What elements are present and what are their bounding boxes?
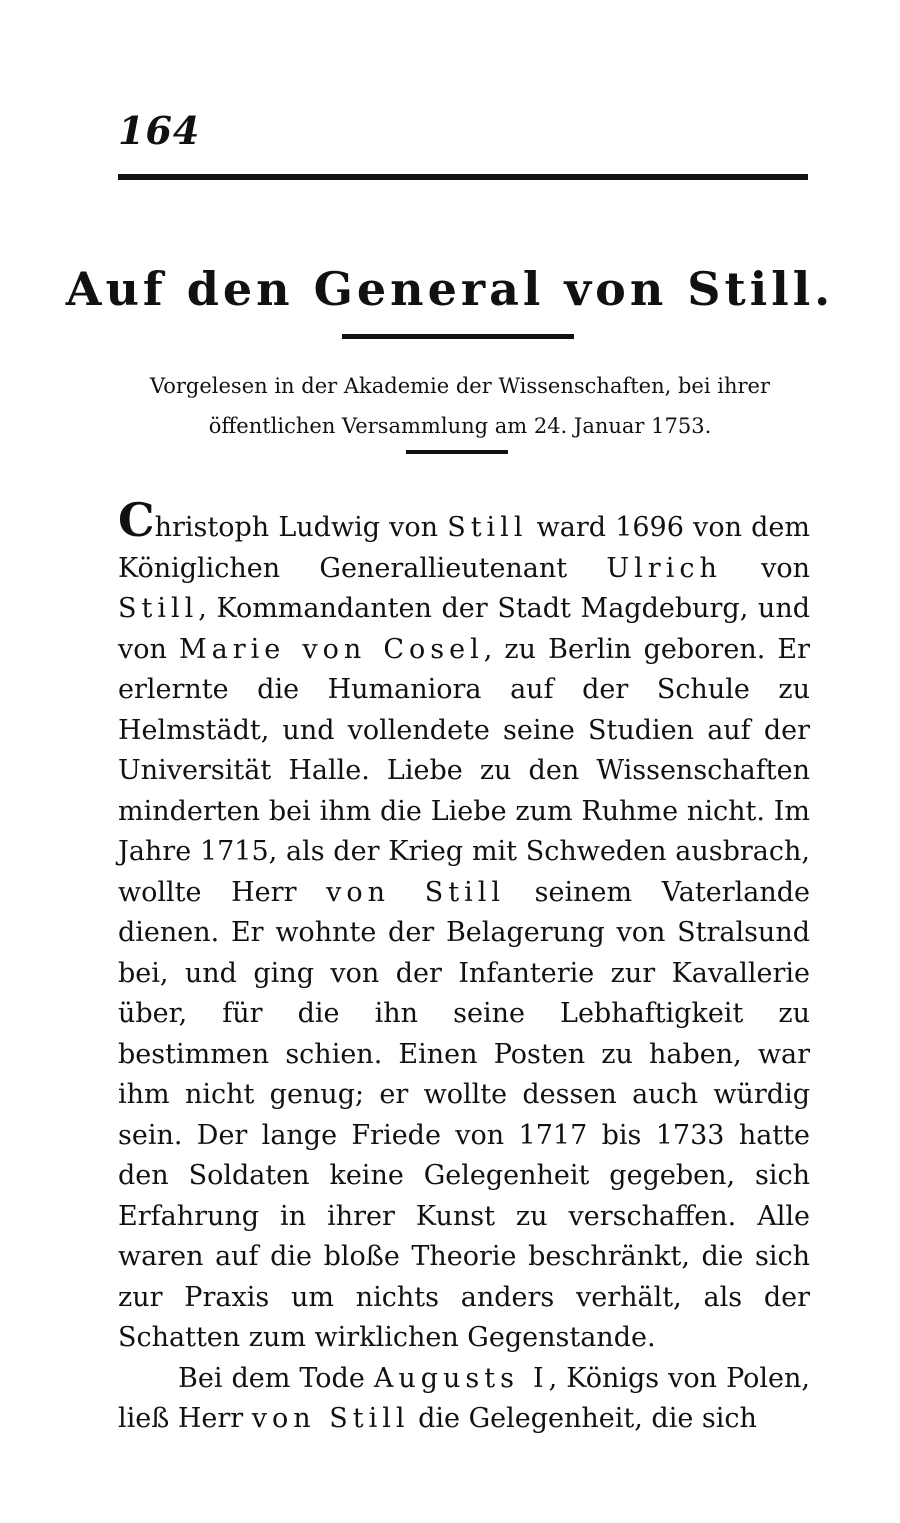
body-text: [118, 493, 811, 1440]
header-rule: [118, 174, 808, 180]
spaced-name: von Still: [326, 876, 505, 908]
text-run: , Kommandanten der Stadt Magdeburg, und von: [118, 593, 810, 665]
drop-cap: C: [118, 493, 155, 547]
subtitle-rule: [406, 450, 508, 454]
spaced-name: Augusts I: [373, 1362, 549, 1394]
text-run: hristoph Ludwig von: [154, 512, 448, 543]
title-rule: [342, 334, 574, 339]
spaced-name: Still: [447, 512, 528, 543]
page-title: Auf den General von Still.: [65, 262, 835, 316]
spaced-name: Marie von Cosel: [179, 633, 484, 665]
text-run: die Gelegenheit, die sich: [409, 1403, 757, 1434]
spaced-name: von Still: [251, 1403, 410, 1434]
spaced-name: Ulrich: [606, 552, 722, 584]
text-run: Bei dem Tode: [178, 1362, 374, 1394]
text-run: ward 1696 von dem Königlichen Generallieutenant: [118, 512, 810, 584]
text-run: , Königs von Polen, ließ Herr: [118, 1362, 811, 1434]
text-run: seinem Vaterlande dienen. Er wohnte der Belagerung von Stralsund bei, und ging von der Infanterie zur Kavallerie über, für die ihn seine Lebhaftigkeit zu bestimmen schien. Einen Posten zu haben, war ihm nicht genug; er wollte dessen auch würdig sein. Der lange Friede von 1717 bis 1733 hatte den Soldaten keine Gelegenheit gegeben, sich Erfahrung in ihrer Kunst zu verschaffen. Alle waren auf die bloße Theorie beschränkt, die sich zur Praxis um nichts anders verhält, als der Schatten zum wirklichen Gegenstande.: [118, 876, 811, 1353]
text-run: von: [721, 552, 811, 584]
paragraph-2: [118, 1359, 810, 1440]
spaced-name: Still: [118, 593, 199, 624]
paragraph-1: [118, 493, 811, 1359]
subtitle: Vorgelesen in der Akademie der Wissenschaften, bei ihrer öffentlichen Versammlung am 24. Januar 1753.: [150, 374, 770, 438]
page-number: 164: [118, 108, 201, 153]
text-run: , zu Berlin geboren. Er erlernte die Humaniora auf der Schule zu Helmstädt, und vollendete seine Studien auf der Universität Halle. Liebe zu den Wissenschaften minderten bei ihm die Liebe zum Ruhme nicht. Im Jahre 1715, als der Krieg mit Schweden ausbrach, wollte Herr: [118, 633, 810, 908]
